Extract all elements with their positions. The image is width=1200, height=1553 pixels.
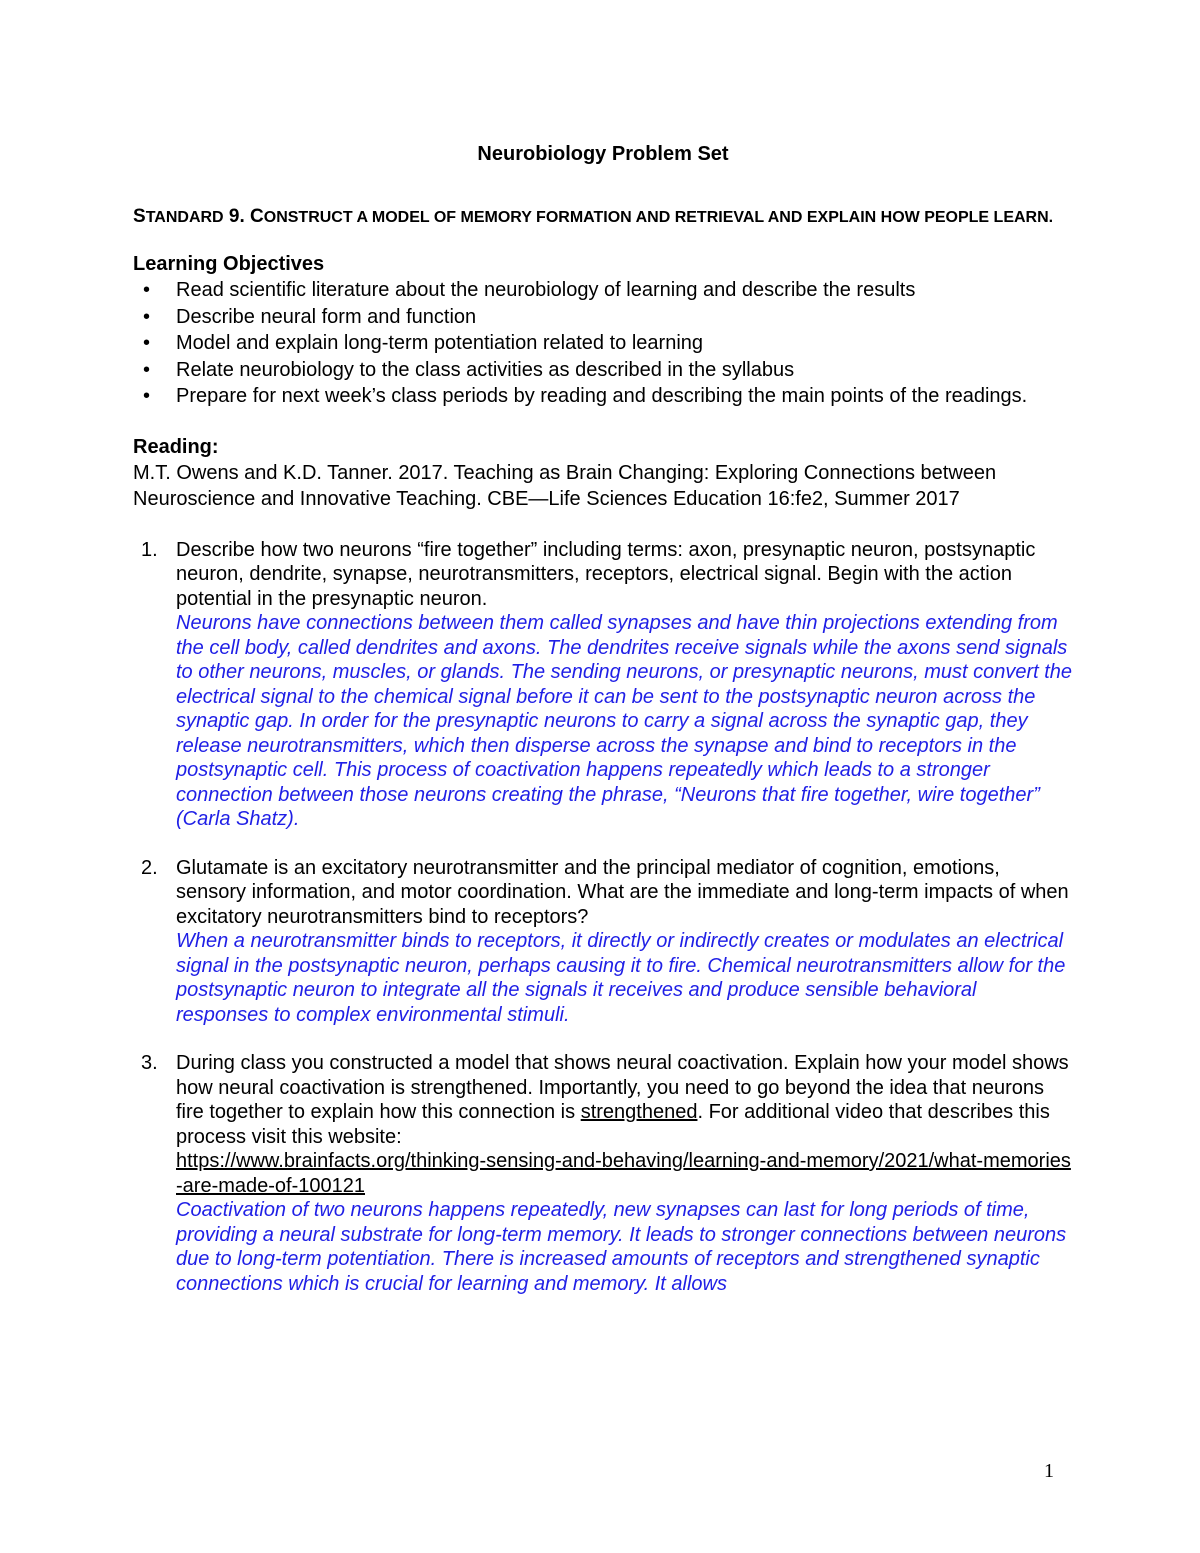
reading-citation: M.T. Owens and K.D. Tanner. 2017. Teaching as Brain Changing: Exploring Connections between Neuroscience and Innovative Teaching. CBE—Life Sciences Education 16:fe2, Summer 2017 (133, 461, 997, 510)
objective-item: • Describe neural form and function (133, 304, 1073, 331)
bullet-icon: • (143, 358, 151, 381)
question-number: 1. (141, 538, 158, 561)
answer-text: When a neurotransmitter binds to receptors, it directly or indirectly creates or modulates an electrical signal in the postsynaptic neuron, perhaps causing it to fire. Chemical neurotransmitters allow for the postsynaptic neuron to integrate all the signals it receives and produce sensible behavioral responses to complex environmental stimuli. (176, 930, 1066, 1026)
question-number: 2. (141, 856, 158, 879)
standard-text-rest: ONSTRUCT A MODEL OF MEMORY FORMATION AND RETRIEVAL AND EXPLAIN HOW PEOPLE LEARN. (263, 209, 1054, 226)
standard-heading (133, 204, 1073, 231)
learning-objectives-heading: Learning Objectives (133, 253, 325, 275)
standard-word-rest: TANDARD (145, 209, 224, 226)
standard-initial-c: C (250, 206, 264, 227)
bullet-icon: • (143, 279, 151, 301)
question-text: During class you constructed a model that shows neural coactivation. Explain how your model shows how neural coactivation is strengthened. Importantly, you need to go beyond the idea that neurons fire together to explain how this connection is strengthened. For additional video that describes this process visit this website: https://www.brainfacts.org/thinking-sensing-and-behaving/learning-and-memory/2021/what-memories-are-made-of-100121 (176, 1052, 1071, 1197)
objective-item: • Relate neurobiology to the class activities as described in the syllabus (133, 357, 1073, 384)
bullet-icon: • (143, 385, 151, 407)
question-text: Glutamate is an excitatory neurotransmitter and the principal mediator of cognition, emotions, sensory information, and motor coordination. What are the immediate and long-term impacts of when excitatory neurotransmitters bind to receptors? (176, 856, 1069, 928)
bullet-icon: • (143, 305, 151, 328)
underlined-word: strengthened (580, 1101, 698, 1123)
answer-text: Neurons have connections between them called synapses and have thin projections extending from the cell body, called dendrites and axons. The dendrites receive signals while the axons send signals to other neurons, muscles, or glands. The sending neurons, or presynaptic neurons, must convert the electrical signal to the chemical signal before it can be sent to the postsynaptic neuron across the synaptic gap. In order for the presynaptic neurons to carry a signal across the synaptic gap, they release neurotransmitters, which then disperse across the synapse and bind to receptors in the postsynaptic cell. This process of coactivation happens repeatedly which leads to a stronger connection between those neurons creating the phrase, “Neurons that fire together, wire together” (Carla Shatz). (176, 612, 1073, 830)
bullet-icon: • (143, 332, 151, 354)
objective-item: • Read scientific literature about the neurobiology of learning and describe the results (133, 277, 1073, 304)
standard-initial-s: S (133, 206, 146, 227)
question-number: 3. (141, 1052, 158, 1074)
document-body (133, 136, 1073, 1320)
document-title: Neurobiology Problem Set (477, 143, 729, 165)
standard-number: 9. (223, 206, 251, 227)
learning-objectives-list (133, 277, 1073, 410)
objective-item: • Model and explain long-term potentiation related to learning (133, 330, 1073, 357)
brainfacts-link[interactable]: https://www.brainfacts.org/thinking-sensing-and-behaving/learning-and-memory/2021/what-memories-are-made-of-100121 (176, 1150, 1071, 1197)
page-number: 1 (1044, 1460, 1054, 1482)
question-item (133, 1051, 1073, 1296)
answer-text: Coactivation of two neurons happens repeatedly, new synapses can last for long periods of time, providing a neural substrate for long-term memory. It leads to stronger connections between neurons due to long-term potentiation. There is increased amounts of receptors and strengthened synaptic connections which is crucial for learning and memory. It allows (176, 1199, 1067, 1295)
reading-heading: Reading: (133, 435, 219, 458)
question-text: Describe how two neurons “fire together” including terms: axon, presynaptic neuron, postsynaptic neuron, dendrite, synapse, neurotransmitters, receptors, electrical signal. Begin with the action potential in the presynaptic neuron. (176, 538, 1036, 610)
objective-item: • Prepare for next week’s class periods by reading and describing the main points of the readings. (133, 383, 1073, 410)
questions-list (133, 538, 1073, 1297)
question-item (133, 856, 1073, 1028)
question-item (133, 538, 1073, 832)
